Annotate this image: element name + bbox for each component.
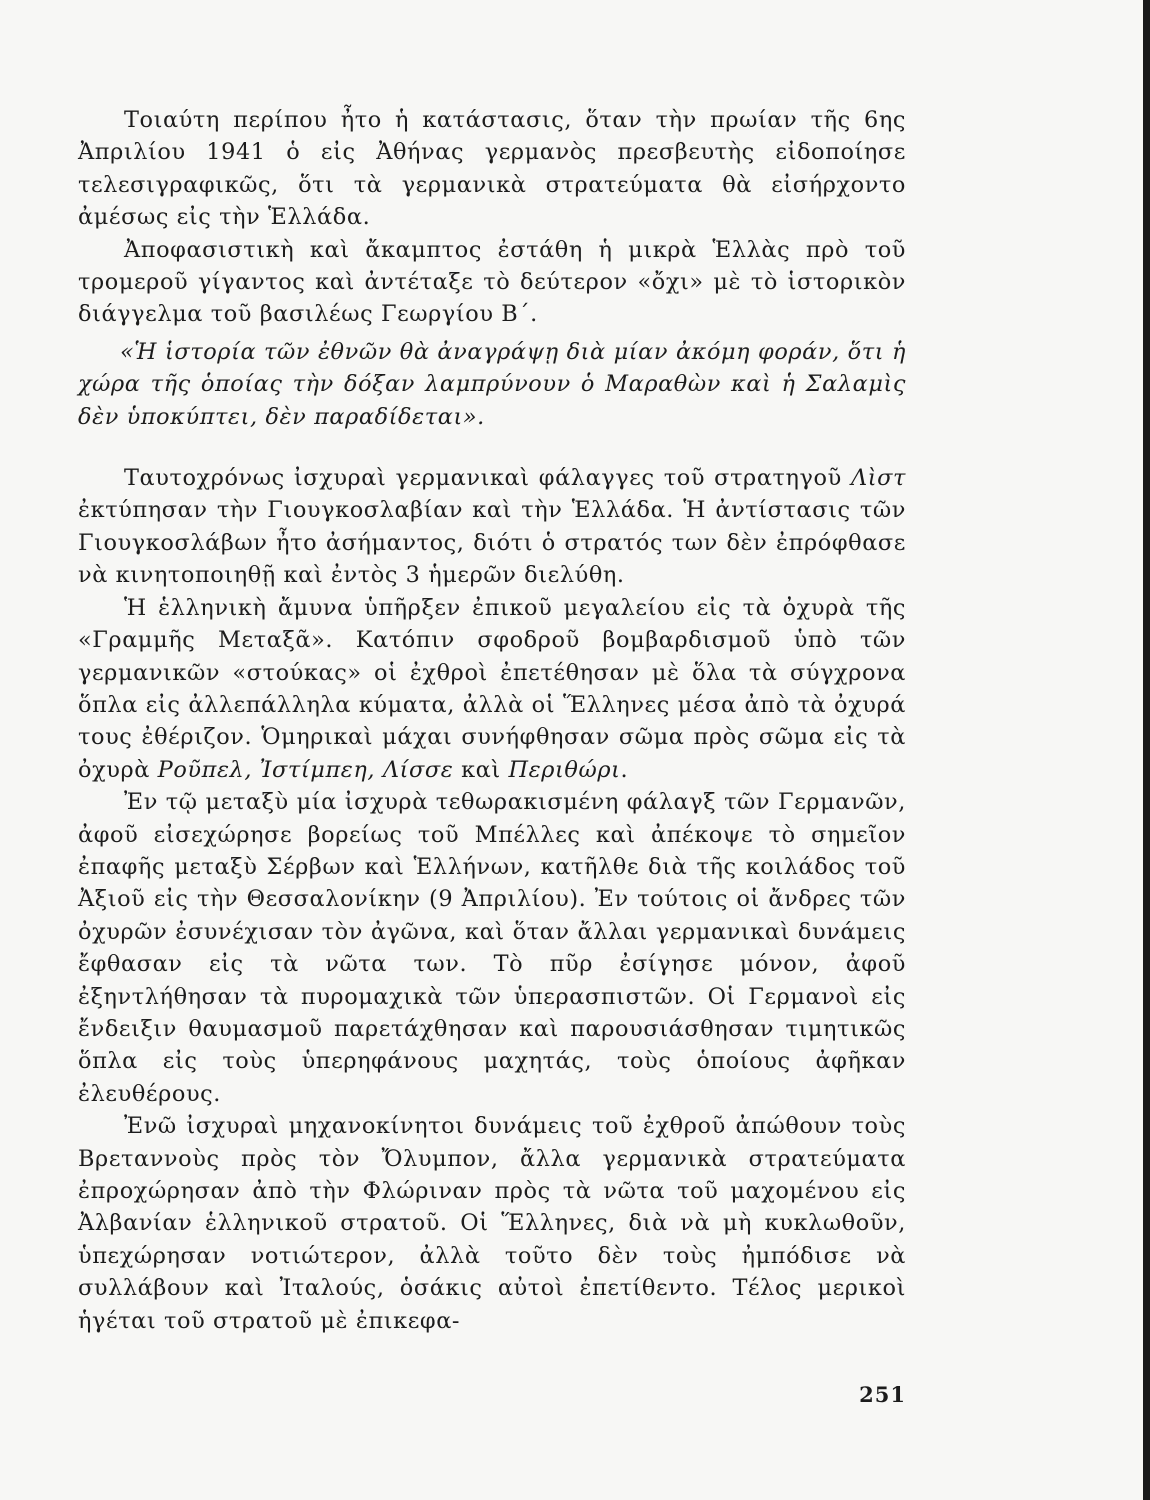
scan-edge-bar	[1143, 0, 1150, 1500]
paragraph-german-invasion: Ταυτοχρόνως ἰσχυραὶ γερμανικαὶ φάλαγγες τοῦ στρατηγοῦ Λὶστ ἐκτύπησαν τὴν Γιουγκοσλαβίαν καὶ τὴν Ἑλλάδα. Ἡ ἀντίστασις τῶν Γιουγκοσλάβων ἦτο ἀσήμαντος, διότι ὁ στρατός των δὲν ἐπρόφθασε νὰ κινητοποιηθῇ καὶ ἐντὸς 3 ἡμερῶν διελύθη.	[78, 465, 906, 589]
fort-names: Ροῦπελ, Ἰστίμπεη, Λίσσε	[157, 756, 454, 783]
fort-name-perithori: Περιθώρι	[508, 756, 621, 783]
paragraph-second-no: Ἀποφασιστικὴ καὶ ἄκαμπτος ἐστάθη ἡ μικρὰ Ἑλλὰς πρὸ τοῦ τρομεροῦ γίγαντος καὶ ἀντέταξε τὸ δεύτερον «ὄχι» μὲ τὸ ἱστορικὸν διάγγελμα τοῦ βασιλέως Γεωργίου Β΄.	[78, 236, 906, 328]
general-name: Λὶστ	[850, 465, 906, 492]
paragraph-ultimatum: Τοιαύτη περίπου ἦτο ἡ κατάστασις, ὅταν τὴν πρωίαν τῆς 6ης Ἀπριλίου 1941 ὁ εἰς Ἀθήνας γερμανὸς πρεσβευτὴς εἰδοποίησε τελεσιγραφικῶς, ὅτι τὰ γερμανικὰ στρατεύματα θὰ εἰσήρχοντο ἀμέσως εἰς τὴν Ἑλλάδα.	[78, 107, 906, 231]
page-body	[78, 104, 906, 1337]
paragraph-metaxas-line: Ἡ ἑλληνικὴ ἄμυνα ὑπῆρξεν ἐπικοῦ μεγαλείου εἰς τὰ ὀχυρὰ τῆς «Γραμμῆς Μεταξᾶ». Κατόπιν σφοδροῦ βομβαρδισμοῦ ὑπὸ τῶν γερμανικῶν «στούκας» οἱ ἐχθροὶ ἐπετέθησαν μὲ ὅλα τὰ σύγχρονα ὅπλα εἰς ἀλλεπάλληλα κύματα, ἀλλὰ οἱ Ἕλληνες μέσα ἀπὸ τὰ ὀχυρά τους ἐθέριζον. Ὁμηρικαὶ μάχαι συνήφθησαν σῶμα πρὸς σῶμα εἰς τὰ ὀχυρὰ Ροῦπελ, Ἰστίμπεη, Λίσσε καὶ Περιθώρι.	[78, 594, 906, 783]
paragraph-retreat: Ἐνῶ ἰσχυραὶ μηχανοκίνητοι δυνάμεις τοῦ ἐχθροῦ ἀπώθουν τοὺς Βρεταννοὺς πρὸς τὸν Ὄλυμπον, ἄλλα γερμανικὰ στρατεύματα ἐπροχώρησαν ἀπὸ τὴν Φλώριναν πρὸς τὰ νῶτα τοῦ μαχομένου εἰς Ἀλβανίαν ἑλληνικοῦ στρατοῦ. Οἱ Ἕλληνες, διὰ νὰ μὴ κυκλωθοῦν, ὑπεχώρησαν νοτιώτερον, ἀλλὰ τοῦτο δὲν τοὺς ἠμπόδισε νὰ συλλάβουν καὶ Ἰταλούς, ὁσάκις αὐτοὶ ἐπετίθεντο. Τέλος μερικοὶ ἡγέται τοῦ στρατοῦ μὲ ἐπικεφα-	[78, 1113, 906, 1334]
royal-proclamation-quote: «Ἡ ἱστορία τῶν ἐθνῶν θὰ ἀναγράψῃ διὰ μίαν ἀκόμη φοράν, ὅτι ἡ χώρα τῆς ὁποίας τὴν δόξαν λαμπρύνουν ὁ Μαραθὼν καὶ ἡ Σαλαμὶς δὲν ὑποκύπτει, δὲν παραδίδεται».	[78, 338, 906, 430]
page-number: 251	[859, 1382, 906, 1407]
paragraph-thessaloniki: Ἐν τῷ μεταξὺ μία ἰσχυρὰ τεθωρακισμένη φάλαγξ τῶν Γερμανῶν, ἀφοῦ εἰσεχώρησε βορείως τοῦ Μπέλλες καὶ ἀπέκοψε τὸ σημεῖον ἐπαφῆς μεταξὺ Σέρβων καὶ Ἑλλήνων, κατῆλθε διὰ τῆς κοιλάδος τοῦ Ἀξιοῦ εἰς τὴν Θεσσαλονίκην (9 Ἀπριλίου). Ἐν τούτοις οἱ ἄνδρες τῶν ὀχυρῶν ἐσυνέχισαν τὸν ἀγῶνα, καὶ ὅταν ἄλλαι γερμανικαὶ δυνάμεις ἔφθασαν εἰς τὰ νῶτα των. Τὸ πῦρ ἐσίγησε μόνον, ἀφοῦ ἐξηντλήθησαν τὰ πυρομαχικὰ τῶν ὑπερασπιστῶν. Οἱ Γερμανοὶ εἰς ἔνδειξιν θαυμασμοῦ παρετάχθησαν καὶ παρουσιάσθησαν τιμητικῶς ὅπλα εἰς τοὺς ὑπερηφάνους μαχητάς, τοὺς ὁποίους ἀφῆκαν ἐλευθέρους.	[78, 789, 906, 1107]
